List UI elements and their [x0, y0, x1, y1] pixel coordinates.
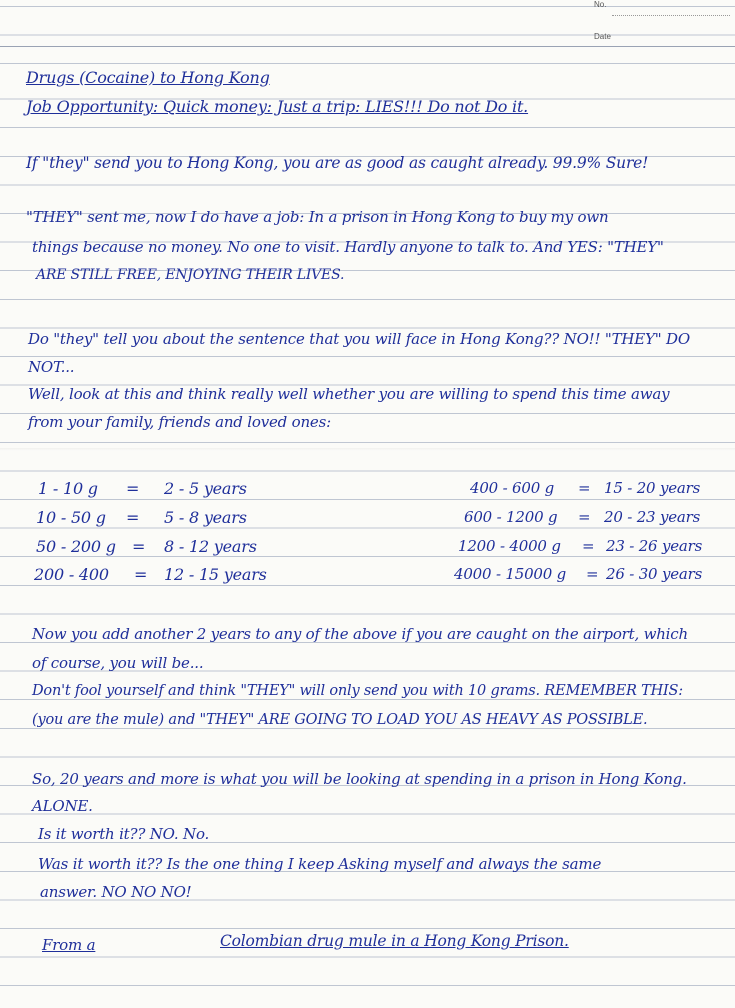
signature-from: From a [42, 936, 96, 954]
paragraph-prison-line-2: things because no money. No one to visit. Hardly anyone to talk to. And YES: "THEY" [32, 238, 664, 256]
paper-fold-crease [0, 448, 735, 451]
sentence-amount: 600 - 1200 g [464, 508, 558, 526]
paragraph-airport-line-2: of course, you will be... [32, 654, 204, 672]
paragraph-alone-line-2: ALONE. [32, 797, 93, 815]
paragraph-alone-line-1: So, 20 years and more is what you will be looking at spending in a prison in Hong Kong. [32, 770, 687, 788]
number-field-line [612, 15, 730, 16]
sentence-amount: 10 - 50 g [36, 508, 106, 527]
paragraph-sentence-line-1: Do "they" tell you about the sentence that you will face in Hong Kong?? NO!! "THEY" DO [28, 330, 690, 348]
sentence-amount: 1200 - 4000 g [458, 537, 561, 555]
paragraph-alone-line-3: Is it worth it?? NO. No. [38, 825, 210, 843]
letter-subtitle: Job Opportunity: Quick money: Just a trip: LIES!!! Do not Do it. [26, 97, 529, 116]
paragraph-sentence-line-4: from your family, friends and loved ones: [28, 413, 331, 431]
sentence-years: 2 - 5 years [164, 479, 247, 498]
sentence-amount: 400 - 600 g [470, 479, 555, 497]
sentence-equals: = [132, 537, 146, 556]
paragraph-alone-line-4: Was it worth it?? Is the one thing I keep Asking myself and always the same [38, 855, 602, 873]
sentence-equals: = [126, 479, 140, 498]
sentence-equals: = [582, 537, 595, 555]
sentence-amount: 1 - 10 g [38, 479, 98, 498]
number-label: No. [594, 0, 607, 9]
date-label: Date [594, 32, 611, 41]
paragraph-airport-line-4: (you are the mule) and "THEY" ARE GOING TO LOAD YOU AS HEAVY AS POSSIBLE. [32, 712, 648, 728]
paragraph-alone-line-5: answer. NO NO NO! [40, 883, 192, 901]
header-rule [0, 46, 735, 47]
paragraph-warning: If "they" send you to Hong Kong, you are as good as caught already. 99.9% Sure! [26, 154, 649, 172]
sentence-amount: 4000 - 15000 g [454, 565, 567, 583]
signature-line: Colombian drug mule in a Hong Kong Prison. [220, 932, 569, 950]
sentence-amount: 50 - 200 g [36, 537, 116, 556]
sentence-years: 12 - 15 years [164, 565, 267, 584]
paragraph-sentence-line-2: NOT... [28, 358, 75, 376]
sentence-equals: = [578, 479, 591, 497]
paragraph-sentence-line-3: Well, look at this and think really well whether you are willing to spend this time away [28, 385, 670, 403]
sentence-years: 15 - 20 years [604, 479, 701, 497]
paragraph-airport-line-1: Now you add another 2 years to any of the above if you are caught on the airport, which [32, 625, 688, 643]
sentence-equals: = [126, 508, 140, 527]
sentence-years: 23 - 26 years [606, 537, 703, 555]
sentence-equals: = [134, 565, 148, 584]
sentence-years: 5 - 8 years [164, 508, 247, 527]
paragraph-airport-line-3: Don't fool yourself and think "THEY" will only send you with 10 grams. REMEMBER THIS: [32, 683, 683, 699]
sentence-years: 8 - 12 years [164, 537, 257, 556]
sentence-amount: 200 - 400 [34, 565, 109, 584]
sentence-equals: = [578, 508, 591, 526]
paragraph-prison-line-3: ARE STILL FREE, ENJOYING THEIR LIVES. [36, 267, 345, 283]
sentence-equals: = [586, 565, 599, 583]
sentence-years: 26 - 30 years [606, 565, 703, 583]
letter-title: Drugs (Cocaine) to Hong Kong [26, 68, 270, 87]
sentence-years: 20 - 23 years [604, 508, 701, 526]
paragraph-prison-line-1: "THEY" sent me, now I do have a job: In a prison in Hong Kong to buy my own [26, 208, 609, 226]
